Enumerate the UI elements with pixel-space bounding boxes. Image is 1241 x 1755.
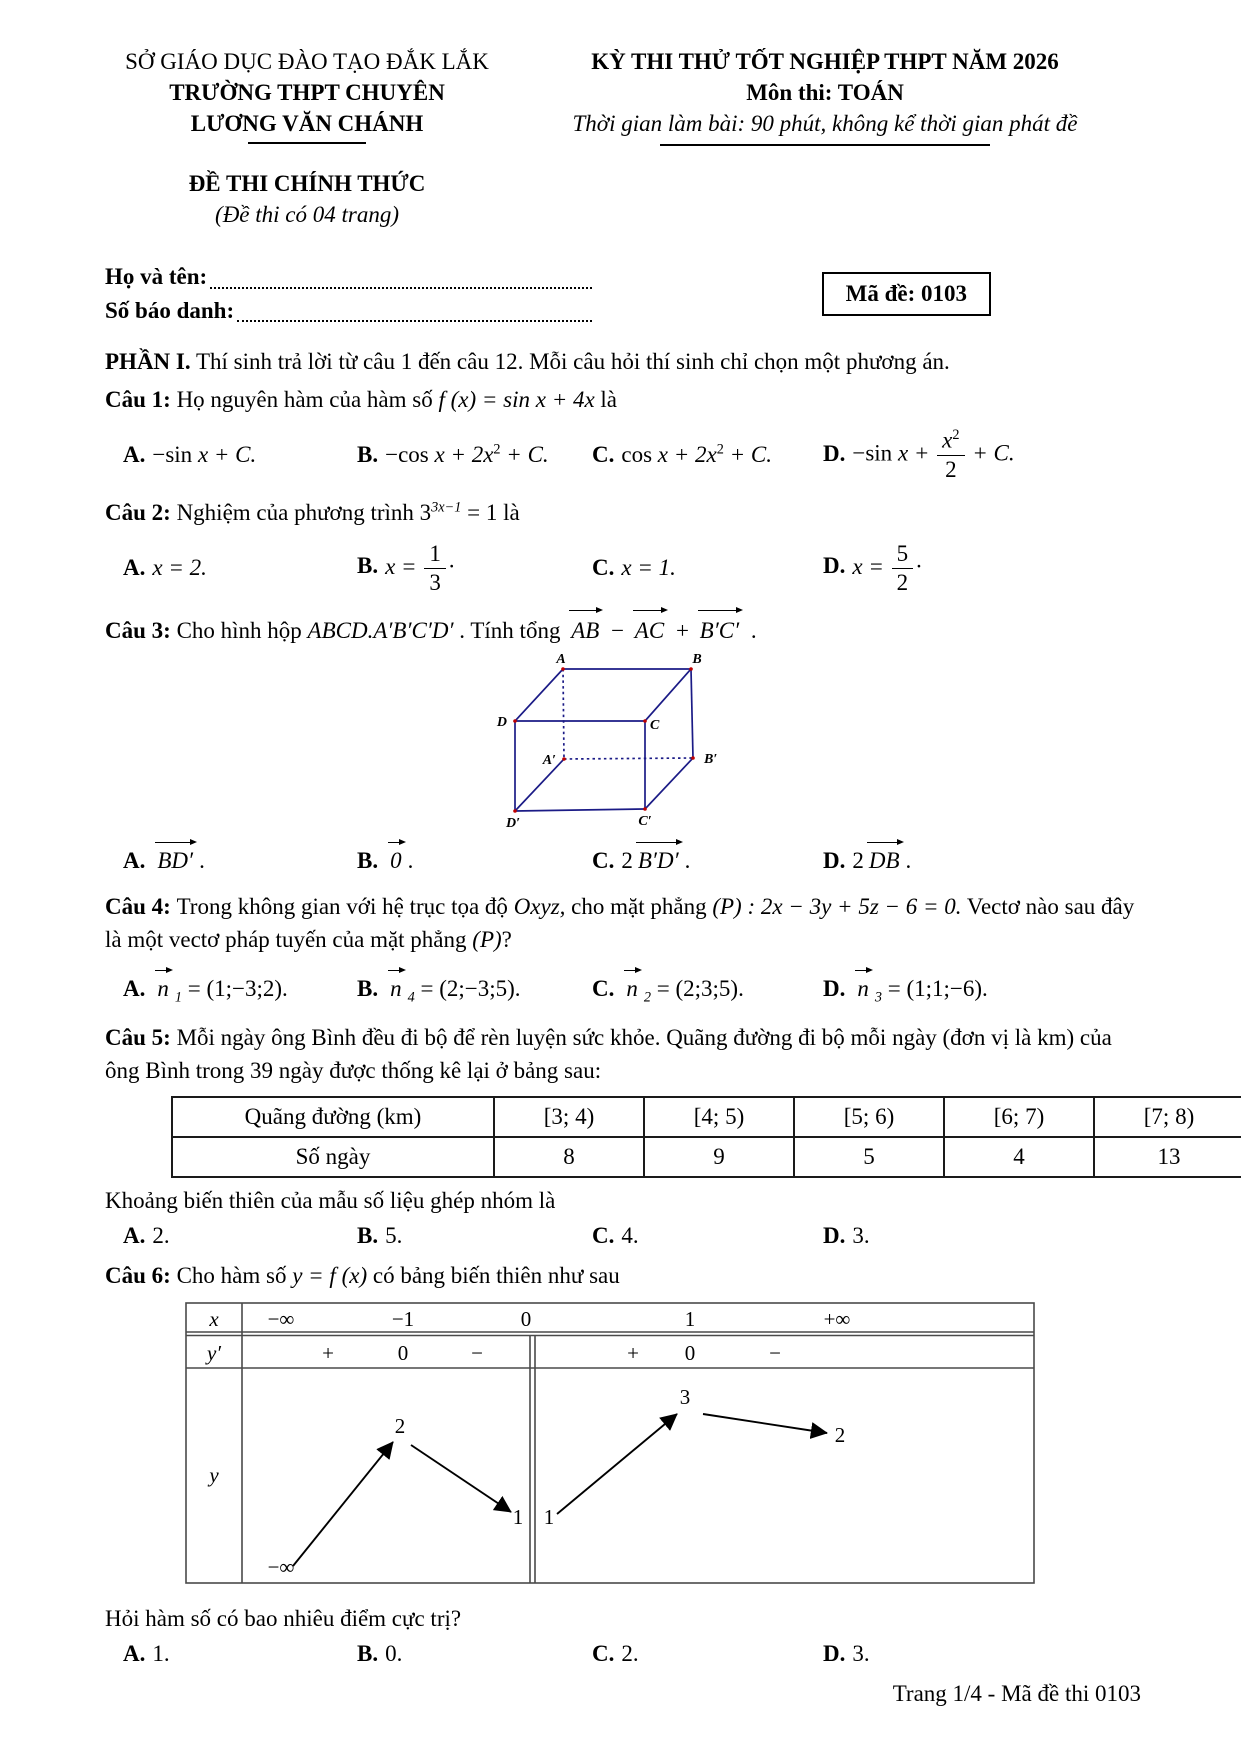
question-1: Câu 1: Họ nguyên hàm của hàm số f (x) = sin x + 4x là bbox=[105, 386, 618, 412]
q3-answers bbox=[105, 841, 1141, 876]
school-name-1: TRƯỜNG THPT CHUYÊN bbox=[169, 80, 445, 106]
q5-option-d: D. 3. bbox=[823, 1222, 870, 1248]
table-row-bins bbox=[172, 1097, 1241, 1137]
school-name-2: LƯƠNG VĂN CHÁNH bbox=[190, 111, 424, 137]
header-left bbox=[105, 46, 509, 230]
name-label: Họ và tên: bbox=[105, 264, 208, 290]
count-cell: 9 bbox=[644, 1137, 794, 1177]
vector-answer: B′D′ bbox=[636, 841, 682, 876]
divider bbox=[660, 144, 990, 146]
q2-option-c: C. x = 1. bbox=[592, 555, 676, 581]
q1-answers bbox=[105, 428, 1141, 482]
header bbox=[105, 46, 1141, 230]
q1-option-a: A. −sin x + C. bbox=[123, 442, 257, 468]
bbt-sign: 0 bbox=[397, 1341, 409, 1366]
label-Bp: B′ bbox=[704, 752, 718, 768]
count-cell: 5 bbox=[794, 1137, 944, 1177]
bbt-max-left: 2 bbox=[394, 1414, 406, 1439]
q1-option-d: D. −sin x + $\frac{x^2}{2}$ + C. bbox=[823, 427, 1015, 483]
q4-option-b: B. n $_4$ = (2;−3;5). bbox=[357, 969, 592, 1007]
q6-option-d: D. 3. bbox=[823, 1641, 870, 1667]
bin-cell: [4; 5) bbox=[644, 1097, 794, 1137]
bin-cell: [7; 8) bbox=[1094, 1097, 1241, 1137]
bbt-limit-right: 2 bbox=[834, 1423, 846, 1448]
bbt-sign: − bbox=[769, 1341, 781, 1366]
table-header-cell: Quãng đường (km) bbox=[172, 1097, 494, 1137]
exam-title: KỲ THI THỬ TỐT NGHIỆP THPT NĂM 2026 bbox=[591, 49, 1059, 74]
part1-instruction: PHẦN I. Thí sinh trả lời từ câu 1 đến câu 12. Mỗi câu hỏi thí sinh chỉ chọn một phương án. bbox=[105, 348, 950, 374]
label-Cp: C′ bbox=[638, 814, 652, 830]
q6-option-a: A. 1. bbox=[123, 1641, 170, 1667]
question-5: Câu 5: Mỗi ngày ông Bình đều đi bộ để rèn luyện sức khỏe. Quãng đường đi bộ mỗi ngày (đơn vị là km) của ông Bình trong 39 ngày được thống kê lại ở bảng sau: bbox=[105, 1024, 1112, 1084]
bbt-x-val: 1 bbox=[684, 1307, 696, 1332]
label-A: A bbox=[556, 652, 566, 668]
bbt-x-val: 0 bbox=[520, 1307, 532, 1332]
row-label-cell: Số ngày bbox=[172, 1137, 494, 1177]
bbt-x-val: −∞ bbox=[267, 1307, 295, 1332]
q2-answers bbox=[105, 542, 1141, 595]
bin-cell: [3; 4) bbox=[494, 1097, 644, 1137]
vector-answer: BD′ bbox=[155, 841, 196, 876]
q2-option-d: D. x = $\frac{5}{2}$ · bbox=[823, 540, 923, 595]
bbt-sign: + bbox=[322, 1341, 334, 1366]
vector-AC: AC bbox=[633, 609, 667, 647]
page-footer: Trang 1/4 - Mã đề thi 0103 bbox=[892, 1681, 1141, 1706]
duration: Thời gian làm bài: 90 phút, không kể thời gian phát đề bbox=[572, 111, 1078, 137]
vector-answer: DB bbox=[867, 841, 903, 876]
q1-option-c: C. $\cos x + 2x^2 + C$. bbox=[592, 441, 772, 468]
count-cell: 8 bbox=[494, 1137, 644, 1177]
count-cell: 13 bbox=[1094, 1137, 1241, 1177]
q3-option-a: A. BD′ . bbox=[123, 841, 357, 876]
header-right bbox=[509, 46, 1141, 230]
q5-option-c: C. 4. bbox=[592, 1222, 639, 1248]
vertex-labels bbox=[496, 652, 717, 831]
id-label: Số báo danh: bbox=[105, 297, 235, 323]
fraction: $\frac{5}{2}$ bbox=[892, 542, 914, 595]
bin-cell: [5; 6) bbox=[794, 1097, 944, 1137]
q2-option-b: B. x = $\frac{1}{3}$ · bbox=[357, 540, 456, 595]
q3-option-c: C. 2 B′D′ . bbox=[592, 841, 823, 876]
q6-answers bbox=[105, 1639, 1141, 1669]
box-figure-wrap bbox=[105, 651, 1141, 839]
q5-followup: Khoảng biến thiên của mẫu số liệu ghép nhóm là bbox=[105, 1187, 556, 1213]
q5-option-a: A. 2. bbox=[123, 1222, 170, 1248]
fraction: $\frac{x^2}{2}$ bbox=[937, 428, 964, 482]
q5-option-b: B. 5. bbox=[357, 1222, 403, 1248]
bbt-sign: + bbox=[627, 1341, 639, 1366]
label-Dp: D′ bbox=[505, 816, 521, 832]
department-name: SỞ GIÁO DỤC ĐÀO TẠO ĐẮK LẮK bbox=[125, 49, 489, 74]
q5-answers bbox=[105, 1221, 1141, 1251]
pages-note: (Đề thi có 04 trang) bbox=[215, 202, 399, 228]
id-field bbox=[105, 294, 592, 327]
question-4: Câu 4: Trong không gian với hệ trục tọa độ Oxyz, cho mặt phẳng (P) : 2x − 3y + 5z − 6 = 0. Vectơ nào sau đây là một vectơ pháp tuyến của mặt phẳng (P)? bbox=[105, 894, 1135, 953]
vertex-dots bbox=[513, 667, 695, 813]
bbt-min-left: 1 bbox=[512, 1505, 524, 1530]
parallelepiped-figure bbox=[473, 651, 773, 833]
q1-option-b: B. −cos $x + 2x^2 + C$. bbox=[357, 441, 549, 468]
q3-option-b: B. 0 . bbox=[357, 841, 592, 876]
bin-cell: [6; 7) bbox=[944, 1097, 1094, 1137]
frequency-table bbox=[171, 1096, 1241, 1178]
bbt-text bbox=[205, 1307, 850, 1579]
count-cell: 4 bbox=[944, 1137, 1094, 1177]
vector-BpCp: B′C′ bbox=[698, 609, 742, 647]
q4-answers bbox=[105, 969, 1141, 1007]
bbt-sign: − bbox=[471, 1341, 483, 1366]
question-2: Câu 2: Nghiệm của phương trình $3^{3x-1} = 1$ là bbox=[105, 499, 520, 526]
label-B: B bbox=[692, 652, 702, 668]
fraction: $\frac{1}{3}$ bbox=[424, 542, 446, 595]
dotted-line bbox=[210, 287, 592, 289]
table-row-counts bbox=[172, 1137, 1241, 1177]
subject: Môn thi: TOÁN bbox=[746, 80, 904, 106]
vector-n: n bbox=[624, 969, 641, 1004]
bbt-min-right: 1 bbox=[543, 1505, 555, 1530]
label-C: C bbox=[650, 718, 660, 734]
q6-question: Hỏi hàm số có bao nhiêu điểm cực trị? bbox=[105, 1606, 462, 1632]
official-exam-label: ĐỀ THI CHÍNH THỨC bbox=[188, 171, 426, 197]
label-D: D bbox=[496, 715, 507, 731]
vector-AB: AB bbox=[569, 609, 602, 647]
bbt-arrows bbox=[293, 1414, 827, 1566]
question-6: Câu 6: Cho hàm số y = f (x) có bảng biến thiên như sau bbox=[105, 1262, 620, 1288]
q4-option-d: D. n $_3$ = (1;1;−6). bbox=[823, 969, 1141, 1007]
bbt-x-val: +∞ bbox=[823, 1307, 851, 1332]
name-field bbox=[105, 260, 592, 293]
exam-code-box: Mã đề: 0103 bbox=[822, 272, 991, 316]
bbt-sign: 0 bbox=[684, 1341, 696, 1366]
bbt-max-right: 3 bbox=[679, 1385, 691, 1410]
label-Ap: A′ bbox=[542, 753, 556, 769]
question-3: Câu 3: Cho hình hộp ABCD.A′B′C′D′ . Tính tổng AB − AC + B′C′ . bbox=[105, 609, 1141, 647]
vector-n: n bbox=[155, 969, 172, 1004]
q6-option-c: C. 2. bbox=[592, 1641, 639, 1667]
vector-n: n bbox=[855, 969, 872, 1004]
q4-option-c: C. n $_2$ = (2;3;5). bbox=[592, 969, 823, 1007]
bbt-neg-infinity: −∞ bbox=[267, 1555, 295, 1580]
student-info bbox=[105, 260, 1141, 327]
bbt-x-label: x bbox=[209, 1307, 219, 1332]
box-edges bbox=[515, 669, 693, 811]
variation-table-wrap bbox=[185, 1302, 1141, 1590]
student-fields bbox=[105, 260, 592, 327]
bbt-yprime-label: y′ bbox=[207, 1341, 221, 1366]
part1-title: PHẦN I. bbox=[105, 348, 191, 374]
vector-n: n bbox=[388, 969, 405, 1004]
bbt-x-val: −1 bbox=[391, 1307, 415, 1332]
vector-answer: 0 bbox=[388, 841, 405, 876]
bbt-y-label: y bbox=[209, 1463, 219, 1488]
divider bbox=[248, 142, 366, 144]
q6-option-b: B. 0. bbox=[357, 1641, 403, 1667]
dotted-line bbox=[237, 320, 592, 322]
q3-option-d: D. 2 DB . bbox=[823, 841, 1141, 876]
q2-option-a: A. x = 2. bbox=[123, 555, 207, 581]
q4-option-a: A. n $_1$ = (1;−3;2). bbox=[123, 969, 357, 1007]
variation-table bbox=[185, 1302, 1035, 1584]
